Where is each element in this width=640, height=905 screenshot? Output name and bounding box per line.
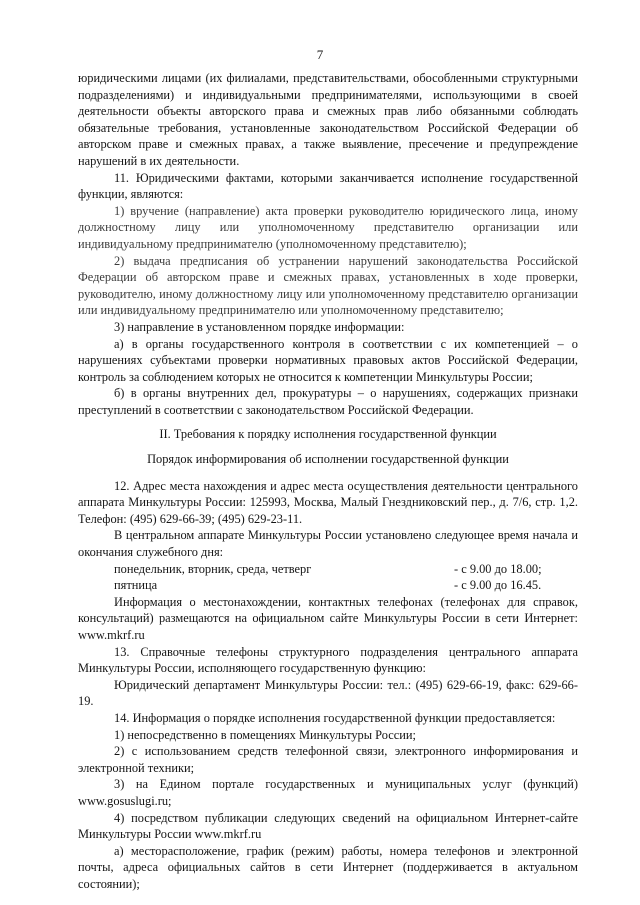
subsection-title: Порядок информирования об исполнении государственной функции xyxy=(147,452,509,467)
schedule-time: - с 9.00 до 16.45. xyxy=(454,578,542,593)
schedule-days: пятница xyxy=(114,578,158,593)
paragraph-item-14: 14. Информация о порядке исполнения государственной функции предоставляется: xyxy=(114,710,556,725)
paragraph-item-11: 11. Юридическими фактами, которыми заканчивается исполнение государственной функции, являются: xyxy=(78,170,578,202)
paragraph-item-11-3: 3) направление в установленном порядке информации: xyxy=(114,319,405,334)
section-title: II. Требования к порядку исполнения государственной функции xyxy=(159,427,497,442)
paragraph-item-14-2: 2) с использованием средств телефонной связи, электронного информирования и электронной техники; xyxy=(78,744,578,775)
paragraph-item-14-4: 4) посредством публикации следующих сведений на официальном Интернет-сайте Минкультуры России www.mkrf.ru xyxy=(78,810,578,842)
page-number: 7 xyxy=(316,47,324,62)
paragraph-item-11-2: 2) выдача предписания об устранении нарушений законодательства Российской Федерации об авторском праве и смежных правах, установленных в ходе проверки, руководителю, иному должностному лицу или уполномоченному представителю организации или индивидуальному предпринимателю или уполномоченному представителю; xyxy=(78,253,578,318)
schedule-row xyxy=(78,561,578,578)
schedule-time: - с 9.00 до 18.00; xyxy=(454,561,542,576)
paragraph-contact-info: Информация о местонахождении, контактных телефонах (телефонах для справок, консультаций) размещаются на официальном сайте Минкультуры России в сети Интернет: www.mkrf.ru xyxy=(78,594,578,642)
paragraph-continuation: юридическими лицами (их филиалами, представительствами, обособленными структурными подразделениями) и индивидуальными предпринимателями, использующими в своей деятельности объекты авторского права и смежных прав либо обязанными соблюдать обязательные требования, установленные законодательством Российской Федерации об авторском праве и смежных правах, а также выявление, пресечение и предупреждение нарушений в их деятельности. xyxy=(78,71,578,168)
paragraph-item-12: 12. Адрес места нахождения и адрес места осуществления деятельности центрального аппарата Минкультуры России: 125993, Москва, Малый Гнездниковский пер., д. 7/6, стр. 1,2. Телефон: (495) 629-66-39; (495) 629-23-11. xyxy=(78,478,578,526)
paragraph-legal-department: Юридический департамент Минкультуры России: тел.: (495) 629-66-19, факс: 629-66-19. xyxy=(78,677,578,709)
document-body xyxy=(78,70,578,893)
paragraph-item-11-3a: а) в органы государственного контроля в соответствии с их компетенцией – о нарушениях субъектами проверки нормативных правовых актов Российской Федерации, контроль за соблюдением которых не относится к компетенции Минкультуры России; xyxy=(78,336,578,384)
paragraph-working-hours: В центральном аппарате Минкультуры России установлено следующее время начала и окончания служебного дня: xyxy=(78,528,578,560)
paragraph-item-11-3b: б) в органы внутренних дел, прокуратуры – о нарушениях, содержащих признаки преступлений в соответствии с законодательством Российской Федерации. xyxy=(78,386,578,417)
schedule-days: понедельник, вторник, среда, четверг xyxy=(114,561,312,576)
paragraph-item-11-1: 1) вручение (направление) акта проверки руководителю юридического лица, иному должностному лицу или уполномоченному представителю организации или индивидуальному предпринимателю (уполномоченному представителю); xyxy=(78,203,578,251)
paragraph-item-14-4a: а) месторасположение, график (режим) работы, номера телефонов и электронной почты, адреса официальных сайтов в сети Интернет (поддерживается в актуальном состоянии); xyxy=(78,843,578,891)
paragraph-item-13: 13. Справочные телефоны структурного подразделения центрального аппарата Минкультуры России, исполняющего государственную функцию: xyxy=(78,644,578,676)
schedule-row xyxy=(78,577,578,594)
paragraph-item-14-3: 3) на Едином портале государственных и муниципальных услуг (функций) www.gosuslugi.ru; xyxy=(78,777,578,808)
paragraph-item-14-1: 1) непосредственно в помещениях Минкультуры России; xyxy=(114,727,416,742)
